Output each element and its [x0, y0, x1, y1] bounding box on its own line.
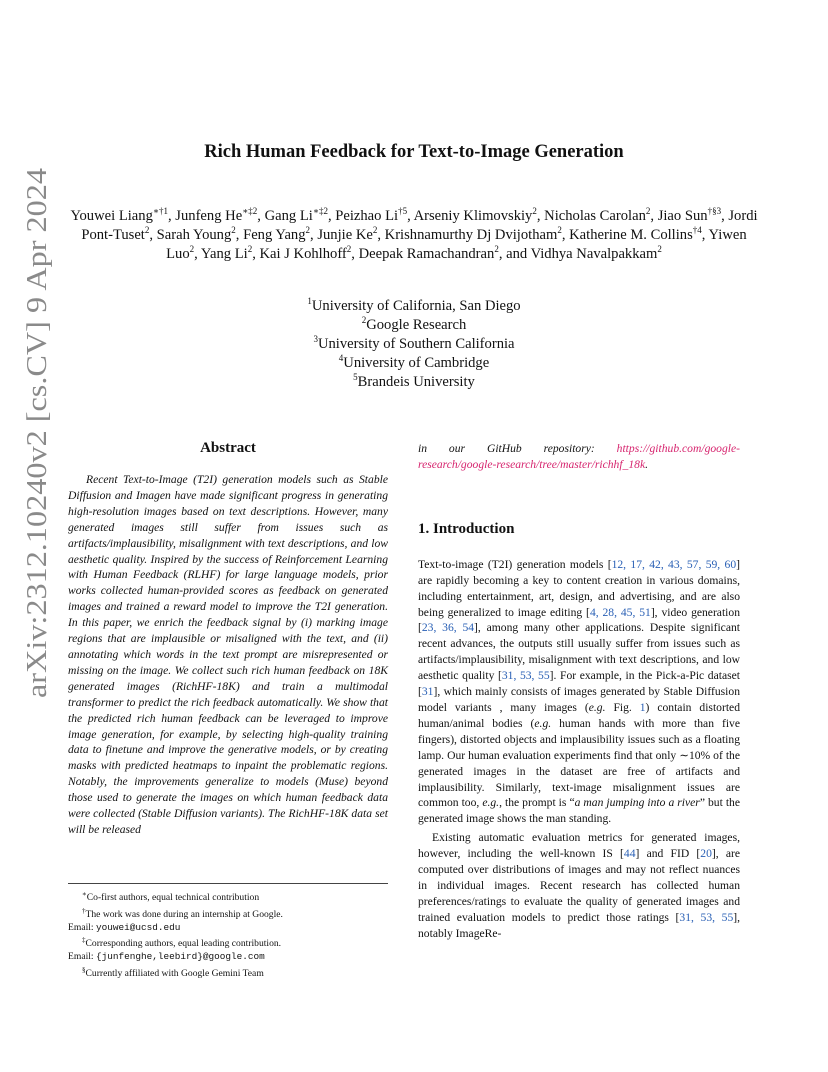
author-name: Peizhao Li: [335, 208, 399, 224]
author-list: Youwei Liang$^{∗\dagger 1}$, Junfeng $He^{∗\ddagger 2}$, Gang $Li^{∗\ddagger 2}$, Peizhao Li$^{\dagger 5}$, Arseniy Klimovskiy$^2$, Nicholas Carolan$^2$, Jiao Sun$^{\dagger\S 3}$, Jordi Pont-Tuset$^2$, Sarah Young$^2$, Feng Yang$^2$, Junjie Ke$^2$, Krishnamurthy Dj Dvijotham$^2$, Katherine M. Collins$^{\dagger 4}$, Yiwen Luo$^2$, Yang Li$^2$, Kai J Kohlhoff$^2$, Deepak Ramachandran$^2$, and Vidhya Navalpakkam$^2$: [70, 206, 758, 262]
author-name: Arseniy Klimovskiy: [413, 208, 533, 224]
author-name: Junfeng He: [175, 208, 243, 224]
citation-link[interactable]: 44: [623, 847, 636, 861]
email-label: Email:: [68, 950, 96, 962]
footnote-text: Currently affiliated with Google Gemini Team: [85, 967, 264, 979]
quoted-prompt: a man jumping into a river: [574, 796, 700, 810]
affiliation-number: 1: [307, 296, 312, 307]
footnote-corresponding: [68, 934, 388, 951]
abstract-text: Recent Text-to-Image (T2I) generation models such as Stable Diffusion and Imagen have made significant progress in generating high-resolution images based on text descriptions. However, many generated images still suffer from issues such as artifacts/implausibility, misalignment with text descriptions, and low aesthetic quality. Inspired by the success of Reinforcement Learning with Human Feedback (RLHF) for large language models, prior works collected human-provided scores as feedback on generated images and trained a reward model to improve the T2I generation. In this paper, we enrich the feedback signal by (i) marking image regions that are implausible or misaligned with the text, and (ii) annotating which words in the text prompt are misrepresented or missing on the image. We collect such rich human feedback on 18K generated images (RichHF-18K) and train a multimodal transformer to predict the rich feedback automatically. We show that the predicted rich human feedback can be leveraged to improve image generation, for example, by selecting high-quality training data to finetune and improve the generative models, or by creating masks with predicted heatmaps to inpaint the problematic regions. Notably, the improvements generalize to models (Muse) beyond those used to generate the images on which human feedback data were collected (Stable Diffusion variants). The RichHF-18K data set will be released: [68, 473, 388, 836]
footnote-mark: †: [82, 906, 86, 915]
author-affiliation-mark: ∗†1: [152, 206, 168, 217]
text-run: ], which mainly consists of images generated by Stable Diffusion model variants , many images (: [418, 685, 740, 714]
author-name: Yiwen Luo: [166, 227, 747, 262]
text-run: ] are rapidly becoming a key to content creation in various domains, including entertainment, art, design, and advertising, and are also being generalized to image editing [: [418, 557, 740, 619]
affiliation-number: 2: [361, 315, 367, 326]
citation-link[interactable]: 31, 53, 55: [679, 910, 734, 924]
author-affiliation-mark: ∗‡2: [312, 206, 328, 217]
abstract-heading: Abstract: [200, 440, 256, 456]
author: [569, 227, 702, 243]
affiliation-name: Google Research: [366, 317, 467, 333]
footnote-text: Corresponding authors, equal leading contribution.: [85, 938, 282, 950]
intro-paragraph-2: [418, 830, 740, 941]
author-name: Deepak Ramachandran: [358, 246, 495, 262]
author-affiliation-mark: †4: [692, 225, 702, 236]
figure-link[interactable]: 1: [639, 700, 646, 714]
affiliation-number: 3: [313, 334, 318, 345]
email-label: Email:: [68, 921, 96, 933]
text-run: Existing automatic evaluation metrics for generated images, however, including the well-known IS [: [418, 831, 740, 861]
introduction-heading: 1. Introduction: [418, 520, 515, 537]
arxiv-identifier-text: arXiv:2312.10240v2 [cs.CV] 9 Apr 2024: [22, 237, 53, 698]
citation-link[interactable]: 23, 36, 54: [421, 621, 475, 635]
author-affiliation-mark: 2: [231, 225, 236, 236]
author-name: Jiao Sun: [657, 208, 708, 224]
affiliation: [0, 297, 828, 316]
right-column: [418, 441, 740, 942]
author: [201, 246, 252, 262]
author: [414, 208, 537, 224]
emphasis: e.g.: [588, 700, 606, 714]
author: [385, 227, 562, 243]
author-affiliation-mark: 2: [645, 206, 651, 217]
author: [175, 208, 257, 224]
author: [658, 208, 721, 224]
author-affiliation-mark: 2: [346, 244, 352, 255]
author-affiliation-mark: †5: [398, 206, 408, 217]
author-name: Gang Li: [264, 208, 313, 224]
author-name: Feng Yang: [243, 227, 306, 243]
author: [359, 246, 499, 262]
text-run: Fig.: [605, 700, 640, 714]
author: [243, 227, 310, 243]
text-run: ) contain distorted human/animal bodies (: [418, 700, 740, 730]
author-name: Nicholas Carolan: [544, 208, 646, 224]
author-affiliation-mark: 2: [247, 244, 253, 255]
author-affiliation-mark: 2: [557, 225, 562, 236]
footnote-text: The work was done during an internship at Google.: [85, 908, 283, 920]
affiliation-name: University of Cambridge: [343, 355, 490, 371]
author: [259, 246, 351, 262]
citation-link[interactable]: 20: [700, 847, 712, 861]
author: [544, 208, 650, 224]
author-joiner: and: [502, 246, 531, 262]
author-name: Junjie Ke: [317, 227, 373, 243]
author-name: Sarah Young: [156, 227, 232, 243]
text-run: ], among many other applications. Despite significant recent advances, the outputs still usually suffer from issues such as artifacts/implausibility, misalignment with text descriptions, and low aesthetic quality [: [418, 621, 740, 683]
author-affiliation-mark: 2: [532, 206, 537, 217]
emphasis: e.g.: [534, 716, 552, 730]
footnote-mark: ∗: [82, 890, 87, 898]
footnote-cofirst: [68, 888, 388, 905]
text-run: Text-to-image (T2I) generation models [: [418, 557, 612, 571]
text-run: , the prompt is “: [499, 796, 575, 810]
arxiv-identifier: [10, 160, 60, 700]
author-name: Vidhya Navalpakkam: [530, 246, 658, 262]
author-name: Krishnamurthy Dj Dvijotham: [384, 227, 558, 243]
author-affiliation-mark: †§3: [707, 206, 722, 217]
author-affiliation-mark: 2: [372, 225, 378, 236]
affiliation: [0, 354, 828, 373]
author-name: Jordi Pont-Tuset: [81, 208, 758, 243]
citation-link[interactable]: 4, 28, 45, 51: [589, 605, 651, 619]
footnote-mark: ‡: [82, 936, 86, 945]
affiliation-number: 4: [338, 353, 344, 364]
author: [531, 246, 662, 262]
affiliation: [0, 335, 828, 354]
author: [265, 208, 328, 224]
text-run: human hands with more than five fingers), distorted objects and implausibility issues such as a floating lamp. Our human evaluation experiments find that only ∼10% of the generated images in the dataset are free of artifacts and implausibility. Similarly, text-image misalignment issues are common too,: [418, 716, 740, 810]
github-repo-link[interactable]: https://github.com/google-research/google-research/tree/master/richhf_18k: [418, 442, 740, 471]
affiliation-number: 5: [353, 372, 358, 383]
affiliation-list: [0, 297, 828, 392]
email-address[interactable]: youwei@ucsd.edu: [95, 921, 181, 933]
emphasis: e.g.: [482, 796, 500, 810]
citation-link[interactable]: 31: [421, 685, 434, 699]
text-run: ]. For example, in the Pick-a-Pic dataset [: [418, 669, 740, 699]
author: [157, 227, 236, 243]
author-affiliation-mark: 2: [144, 225, 150, 236]
footnotes: [68, 883, 388, 980]
author: [317, 227, 377, 243]
author-affiliation-mark: 2: [657, 244, 662, 255]
author-affiliation-mark: 2: [494, 244, 499, 255]
affiliation-name: Brandeis University: [357, 374, 475, 390]
footnote-mark: §: [82, 965, 86, 974]
citation-link[interactable]: 12, 17, 42, 43, 57, 59, 60: [611, 557, 737, 571]
author-name: Youwei Liang: [70, 208, 153, 224]
author: [335, 208, 407, 224]
author-name: Katherine M. Collins: [569, 227, 693, 243]
text-run: ] and FID [: [635, 847, 701, 861]
abstract-continuation: [418, 441, 740, 473]
author-affiliation-mark: ∗‡2: [242, 206, 258, 217]
left-column: [68, 440, 388, 849]
text-run: ], notably ImageRe-: [418, 910, 741, 940]
email-address[interactable]: {junfenghe,leebird}@google.com: [95, 950, 265, 962]
footnote-email-2: [68, 951, 388, 964]
citation-link[interactable]: 31, 53, 55: [501, 669, 550, 683]
paper-title: Rich Human Feedback for Text-to-Image Generation: [204, 142, 624, 162]
footnote-gemini: [68, 964, 388, 981]
affiliation-name: University of California, San Diego: [311, 298, 521, 314]
text-run: ” but the generated image shows the man standing.: [418, 796, 740, 826]
intro-paragraph-1: [418, 557, 740, 827]
affiliation: [0, 373, 828, 392]
author: [70, 208, 168, 224]
author-name: Kai J Kohlhoff: [259, 246, 347, 262]
author-affiliation-mark: 2: [305, 225, 311, 236]
affiliation-name: University of Southern California: [317, 336, 515, 352]
text-run: ], are computed over distributions of images and may not reflect nuances in individual images. Recent research has collected human preferences/ratings to evaluate the quality of generated images and trained evaluation models to predict those ratings [: [418, 847, 740, 924]
author-affiliation-mark: 2: [189, 244, 195, 255]
affiliation: [0, 316, 828, 335]
text-run: ], video generation [: [418, 605, 740, 635]
author-name: Yang Li: [200, 246, 248, 262]
continuation-end: .: [645, 457, 649, 471]
arxiv-identifier-svg: [10, 160, 60, 700]
footnote-email-1: [68, 922, 388, 935]
footnote-text: Co-first authors, equal technical contribution: [86, 892, 260, 904]
footnote-internship: [68, 905, 388, 922]
continuation-text: in our GitHub repository:: [418, 442, 595, 455]
